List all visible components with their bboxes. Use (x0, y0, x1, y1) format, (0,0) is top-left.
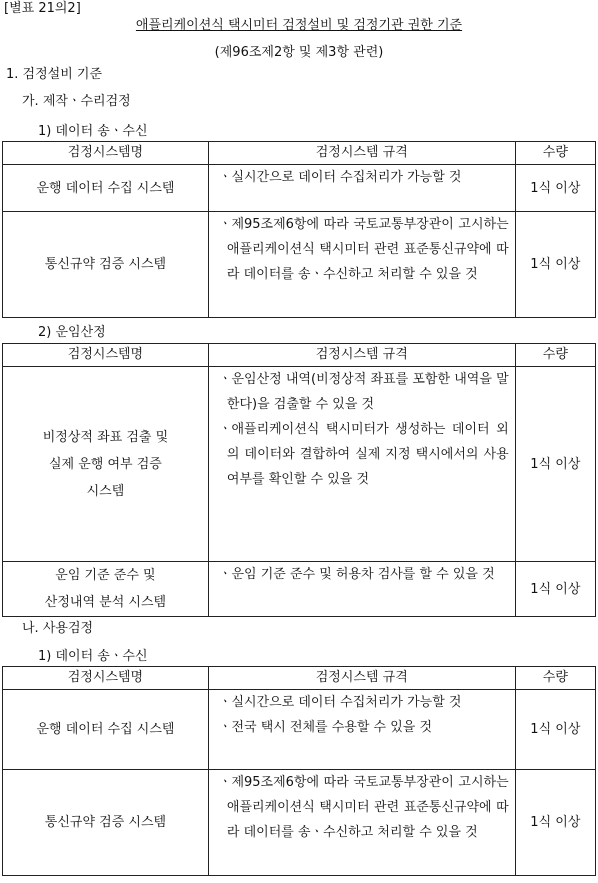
spec-item: ㆍ제95조제6항에 따라 국토교통부장관이 고시하는 애플리케이션식 택시미터 관련 표준통신규약에 따라 데이터를 송ㆍ수신하고 처리할 수 있을 것 (218, 217, 509, 282)
spec-item: ㆍ제95조제6항에 따라 국토교통부장관이 고시하는 애플리케이션식 택시미터 관련 표준통신규약에 따라 데이터를 송ㆍ수신하고 처리할 수 있을 것 (218, 775, 509, 840)
table-row (3, 770, 596, 876)
section-heading-1b: 나. 사용검정 (22, 621, 94, 636)
section-heading-1b1: 1) 데이터 송ㆍ수신 (38, 649, 148, 664)
spec-cell (208, 770, 515, 876)
system-name-line: 산정내역 분석 시스템 (44, 595, 167, 610)
appendix-label: [별표 21의2] (4, 1, 81, 16)
system-name-line: 비정상적 좌표 검출 및 (42, 429, 169, 445)
table-row (3, 367, 596, 562)
spec-item: ㆍ애플리케이션식 택시미터가 생성하는 데이터 외의 데이터와 결합하여 실제 지정 택시에서의 사용 여부를 확인할 수 있을 것 (218, 422, 509, 487)
table-row (3, 690, 596, 770)
quantity-cell: 1식 이상 (515, 367, 595, 562)
system-name: 통신규약 검증 시스템 (44, 257, 167, 272)
system-name-line: 운임 기준 준수 및 (55, 568, 156, 583)
table-header-row (3, 344, 596, 367)
section-heading-1: 1. 검정설비 기준 (6, 67, 103, 82)
header-quantity: 수량 (515, 142, 595, 165)
table-fare-calculation (2, 343, 596, 617)
header-system-name: 검정시스템명 (3, 344, 209, 367)
quantity-cell: 1식 이상 (515, 690, 595, 770)
table-header-row (3, 667, 596, 690)
spec-cell (208, 562, 515, 617)
header-system-name: 검정시스템명 (3, 142, 209, 165)
header-spec: 검정시스템 규격 (208, 344, 515, 367)
system-name: 운행 데이터 수집 시스템 (36, 722, 175, 737)
system-name-cell (3, 690, 209, 770)
header-spec: 검정시스템 규격 (208, 142, 515, 165)
table-row (3, 165, 596, 212)
quantity-cell: 1식 이상 (515, 212, 595, 318)
section-heading-1a: 가. 제작ㆍ수리검정 (22, 94, 131, 109)
system-name-line: 실제 운행 여부 검증 (49, 456, 162, 472)
header-quantity: 수량 (515, 667, 595, 690)
spec-item: ㆍ운임 기준 준수 및 허용차 검사를 할 수 있을 것 (218, 567, 495, 582)
system-name-cell (3, 212, 209, 318)
table-row (3, 212, 596, 318)
table-data-transmission-manufacture (2, 141, 596, 318)
spec-cell (208, 690, 515, 770)
system-name-cell (3, 562, 209, 617)
system-name-cell (3, 165, 209, 212)
spec-cell (208, 165, 515, 212)
section-heading-1a1: 1) 데이터 송ㆍ수신 (38, 124, 148, 139)
system-name-cell (3, 367, 209, 562)
section-heading-1a2: 2) 운임산정 (38, 325, 106, 340)
system-name-line: 시스템 (86, 483, 125, 499)
system-name: 운행 데이터 수집 시스템 (36, 180, 175, 196)
table-row (3, 562, 596, 617)
spec-item: ㆍ실시간으로 데이터 수집처리가 가능할 것 (218, 170, 462, 185)
document-subtitle: (제96조제2항 및 제3항 관련) (214, 45, 384, 60)
header-quantity: 수량 (515, 344, 595, 367)
header-spec: 검정시스템 규격 (208, 667, 515, 690)
document-title: 애플리케이션식 택시미터 검정설비 및 검정기관 권한 기준 (135, 18, 463, 33)
header-system-name: 검정시스템명 (3, 667, 209, 690)
system-name-cell (3, 770, 209, 876)
quantity-cell: 1식 이상 (515, 562, 595, 617)
spec-item: ㆍ전국 택시 전체를 수용할 수 있을 것 (218, 720, 433, 735)
spec-item: ㆍ운임산정 내역(비정상적 좌표를 포함한 내역을 말한다)을 검출할 수 있을 것 (218, 372, 509, 412)
system-name: 통신규약 검증 시스템 (44, 815, 167, 830)
spec-item: ㆍ실시간으로 데이터 수집처리가 가능할 것 (218, 695, 462, 710)
spec-cell (208, 212, 515, 318)
table-header-row (3, 142, 596, 165)
quantity-cell: 1식 이상 (515, 770, 595, 876)
table-data-transmission-usage (2, 666, 596, 876)
spec-cell (208, 367, 515, 562)
quantity-cell: 1식 이상 (515, 165, 595, 212)
